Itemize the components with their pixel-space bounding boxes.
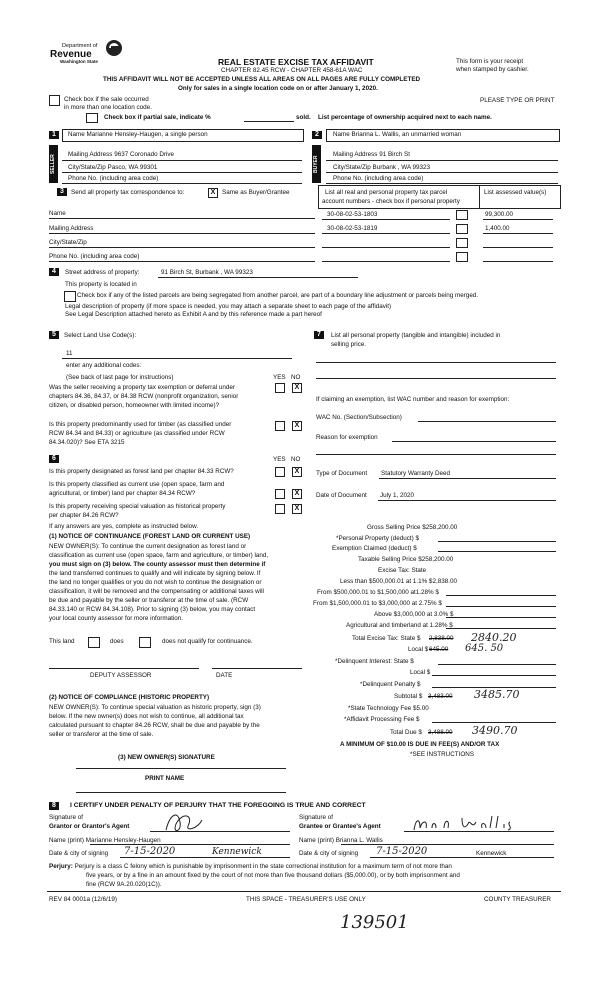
multi-location-checkbox[interactable] [49,95,60,106]
tech-fee-label [348,705,429,712]
new-owner-signature-title: (3) NEW OWNER(S) SIGNATURE [118,754,215,761]
notice-continuance-l5: the land no longer qualifies or you do not wish to continue the designation or [49,579,262,586]
doc-type-line [379,478,556,479]
notice-compliance-l4: seller or transferor at the time of sale. [49,731,154,738]
percentage-note: List percentage of ownership acquired next to each name. [318,114,492,121]
tax-row-excise-state: Excise Tax: State [378,567,427,574]
parcel-header1: List all real and personal property tax parcel [325,189,448,196]
exemption-reason-label: Reason for exemption [316,434,378,441]
local-label: Local $ [408,646,429,653]
agency-line1: Department of [62,43,98,49]
wac-label: WAC No. (Section/Subsection) [316,414,402,421]
agency-line3: Washington State [60,59,98,64]
tax-row-personal-label: *Personal Property (deduct) $ [336,535,419,542]
seller-mailing[interactable]: Mailing Address 9637 Coronado Drive [68,151,175,158]
section3-number: 3 [57,188,67,196]
land-use-code[interactable]: 11 [66,350,73,357]
tax-row-gross-value[interactable]: 258,200.00 [425,524,458,531]
deputy-assessor-line[interactable] [49,668,199,669]
notice-single-location: Only for sales in a single location code on or after January 1, 2020. [178,85,378,92]
print-name-line[interactable] [76,792,286,793]
buyer-divider1 [326,160,558,161]
segregated-label: Check box if any of the listed parcels are being segregated from another parcel, are part of a boundary line adjustment or parcels being merged. [77,292,479,299]
parcel-value-2[interactable]: 1,400.00 [485,225,510,232]
partial-sale-percent-line[interactable] [244,121,294,122]
exemption-reason-line[interactable] [392,441,556,442]
send-mailing-label: Mailing Address [49,225,94,232]
local-struck: 645.00 [429,646,449,653]
s6-q3-no-checkbox[interactable]: X [292,504,302,514]
assessor-date-label: DATE [216,672,233,679]
grantee-date-line [370,857,554,858]
additional-codes-label: enter any additional codes: [66,362,142,369]
value-header: List assessed value(s) [484,189,547,196]
perjury-text1: Perjury is a class C felony which is punishable by imprisonment in the state correctional institution for a maximum term of not more than [74,863,452,870]
grantor-sig-label1: Signature of [49,814,83,821]
form-subtitle: CHAPTER 82.45 RCW - CHAPTER 458-61A WAC [221,67,363,74]
notice-continuance-l3: you must sign on (3) below. The county assessor must then determine if [49,561,266,568]
receipt-note2: when stamped by cashier. [456,66,529,73]
same-as-buyer-checkbox[interactable]: X [208,188,218,198]
parcel-line-3[interactable] [322,247,450,248]
tax-row-exemption-label: Exemption Claimed (deduct) $ [332,545,417,552]
send-correspondence-label: Send all property tax correspondence to: [71,189,185,196]
exemption-note: If claiming an exemption, list WAC number and reason for exemption: [316,396,510,403]
notice-compliance-l2: below. If the new owner(s) does not wish to continue, all additional tax [49,713,244,720]
delinquent-interest-label: *Delinquent Interest: State $ [335,658,414,665]
receipt-note1: This form is your receipt [456,58,524,65]
notice-continuance-l6: classification, it will be removed and the compensating or additional taxes will [49,588,264,595]
subtotal-struck: 3,483.00 [428,693,453,700]
subtotal-handwritten[interactable]: 3485.70 [474,688,520,701]
same-as-buyer-label: Same as Buyer/Grantee [222,189,290,196]
doc-date[interactable]: July 1, 2020 [380,492,414,499]
grantor-signature [158,808,208,838]
s5-q1-line1: Was the seller receiving a property tax exemption or deferral under [49,384,235,391]
doc-date-line [378,500,556,501]
personal-property-checkbox-3[interactable] [456,238,468,248]
form-title: REAL ESTATE EXCISE TAX AFFIDAVIT [218,57,374,67]
seller-divider3 [62,183,302,184]
this-land-label: This land [49,638,75,645]
agency-line2: Revenue [50,49,92,60]
does-label: does [110,638,124,645]
subtotal-label: Subtotal $ [394,693,423,700]
section1-number: 1 [49,131,59,139]
street-label: Street address of property: [65,269,140,276]
s5-yes-header: YES [273,374,286,381]
total-excise-handwritten[interactable]: 2840.20 [471,631,517,644]
section4-number: 4 [49,268,59,276]
processing-fee-line[interactable] [432,722,556,723]
send-name-line[interactable] [49,218,315,219]
land-use-title: Select Land Use Code(s): [64,332,137,339]
s5-no-header: NO [291,374,301,381]
s6-q1: Is this property designated as forest land per chapter 84.33 RCW? [49,468,234,475]
tax-row-tier1-value[interactable]: 2,838.00 [432,578,457,585]
section2-number: 2 [312,131,322,139]
partial-sale-checkbox[interactable] [86,113,98,123]
perjury-line1 [49,863,452,870]
tax-row-taxable-label: Taxable Selling Price $ [358,556,422,563]
buyer-city[interactable]: City/State/Zip Burbank , WA 99323 [333,164,431,171]
receipt-number: 139501 [340,912,409,933]
s6-yes-header: YES [273,456,286,463]
tax-row-agri: Agricultural and timberland at 1.28% $ [346,622,453,629]
deputy-assessor-label: DEPUTY ASSESSOR [90,672,152,679]
tech-fee-value[interactable]: 5.00 [416,705,429,712]
tax-tier3-line[interactable] [446,606,556,607]
sold-label: sold. [296,114,311,121]
personal-property-title2: selling price. [331,341,366,348]
s6-q3-yes-checkbox[interactable] [275,504,285,514]
tax-row-tier4: Above $3,000,000 at 3.0% $ [374,611,454,618]
delinquent-interest-line[interactable] [438,664,556,665]
form-id: REV 84 0001a (12/6/19) [49,896,117,903]
grantee-name-line [341,844,554,845]
grantor-date-line [120,857,290,858]
value-line-3[interactable] [483,247,553,248]
s5-q2-no-checkbox[interactable]: X [292,421,302,431]
notice-continuance-l9: your local county assessor for more information. [49,615,184,622]
land-use-code-line [62,358,292,359]
grantee-signature [410,814,520,838]
grantee-date[interactable]: 7-15-2020 [376,846,428,857]
personal-property-checkbox-1[interactable] [456,210,468,220]
seller-name[interactable]: Name Marianne Hensley-Haugen, a single person [68,131,208,138]
tax-row-gross [367,524,457,531]
notice-continuance-l4: the land transferred continues to qualify and will indicate by signing below. If [49,570,261,577]
send-city-line[interactable] [49,247,315,248]
tax-row-taxable-value[interactable]: 258,200.00 [421,556,454,563]
segregated-checkbox[interactable] [64,291,76,302]
perjury-line2: five years, or by a fine in an amount fixed by the court of not more than five thousand dollars ($5,000.00), or by both imprisonment and [86,872,460,879]
tax-exemption-line[interactable] [438,551,556,552]
certify-statement: I CERTIFY UNDER PENALTY OF PERJURY THAT THE FOREGOING IS TRUE AND CORRECT [70,802,366,809]
grantee-sig-label1: Signature of [299,814,333,821]
personal-property-checkbox-2[interactable] [456,224,468,234]
personal-property-line2[interactable] [316,378,556,379]
grantee-sig-label2: Grantee or Grantee's Agent [299,823,381,830]
notice-continuance-l8: 84.33.140 or RCW 84.34.108). Prior to signing (3) below, you may contact [49,606,256,613]
parcel-line-4[interactable] [322,261,450,262]
s6-if-yes: If any answers are yes, complete as instructed below. [49,523,199,530]
notice-continuance-l1: NEW OWNER(S): To continue the current designation as forest land or [49,543,247,550]
doc-type[interactable]: Statutory Warranty Deed [381,470,451,477]
personal-property-title1: List all personal property (tangible and intangible) included in [331,332,501,339]
grantee-date-label: Date & city of signing [299,850,359,857]
parcel-line-2 [322,233,450,234]
notice-continuance-title: (1) NOTICE OF CONTINUANCE (FOREST LAND OR CURRENT USE) [49,533,251,540]
tax-tier4-line[interactable] [446,617,556,618]
personal-property-checkbox-4[interactable] [456,252,468,262]
grantor-date[interactable]: 7-15-2020 [124,846,176,857]
tax-row-personal [336,535,419,542]
s5-q2-yes-checkbox[interactable] [275,421,285,431]
exemption-reason-line2[interactable] [316,454,556,455]
print-note: PLEASE TYPE OR PRINT [480,97,555,104]
notice-compliance-title: (2) NOTICE OF COMPLIANCE (HISTORIC PROPERTY) [49,694,210,701]
located-label: This property is located in [65,281,137,288]
parcel-number-2[interactable]: 30-08-02-53-1819 [327,225,378,232]
send-phone-line[interactable] [49,261,315,262]
parcel-value-1[interactable]: 99,300.00 [485,211,514,218]
street-address[interactable]: 91 Birch St, Burbank , WA 99323 [161,269,253,276]
multi-location-label1: Check box if the sale occurred [64,96,149,103]
tax-row-tier1 [340,578,457,585]
total-due-label: Total Due $ [390,729,422,736]
notice-incomplete: THIS AFFIDAVIT WILL NOT BE ACCEPTED UNLESS ALL AREAS ON ALL PAGES ARE FULLY COMPLETED [103,76,421,83]
notice-compliance-l1: NEW OWNER(S): To continue special valuation as historic property, sign (3) [49,704,261,711]
local-handwritten[interactable]: 645. 50 [465,643,504,654]
delinquent-penalty-label: *Delinquent Penalty $ [360,681,421,688]
seller-city[interactable]: City/State/Zip Pasco, WA 99301 [68,164,158,171]
perjury-line3: fine (RCW 9A.20.020(1C)). [86,881,162,888]
footer-divider [47,891,561,892]
new-owner-signature-line[interactable] [76,768,286,769]
grantor-name[interactable]: Name (print) Marianne Hensley-Haugen [49,837,161,844]
value-line-1 [483,219,553,220]
see-instructions: *SEE INSTRUCTIONS [410,751,475,758]
minimum-due-note: A MINIMUM OF $10.00 IS DUE IN FEE(S) AND/OR TAX [340,741,500,748]
doc-type-label: Type of Document [316,470,368,477]
grantor-date-label: Date & city of signing [49,850,109,857]
send-name-label: Name [49,210,66,217]
tax-row-gross-label: Gross Selling Price $ [367,524,426,531]
buyer-divider2 [326,172,558,173]
value-line-2 [483,233,553,234]
grantor-name-line [90,844,290,845]
s5-q1-yes-checkbox[interactable] [275,383,285,393]
see-back-note: (See back of last page for instructions) [66,374,174,381]
s6-q2-no-checkbox[interactable]: X [292,489,302,499]
grantee-name[interactable]: Name (print) Brianna L. Wallis [299,837,383,844]
buyer-grantee-label: BUYER GRANTEE [312,145,321,183]
section7-number: 7 [314,331,324,339]
s6-q1-no-checkbox[interactable]: X [292,467,302,477]
tax-agri-line[interactable] [446,628,556,629]
assessor-date-line[interactable] [212,668,302,669]
tax-row-exemption [332,545,417,552]
buyer-phone[interactable]: Phone No. (including area code) [333,175,424,182]
tech-fee-label-text: *State Technology Fee $ [348,705,417,712]
s5-q1-no-checkbox[interactable]: X [292,383,302,393]
s5-q2-line2: RCW 84.34 and 84.33) or agriculture (as classified under RCW [49,430,225,437]
seller-phone[interactable]: Phone No. (including area code) [68,175,159,182]
tax-row-taxable [358,556,453,563]
tax-personal-line[interactable] [438,541,556,542]
does-not-qualify-checkbox[interactable] [139,637,151,648]
doc-date-label: Date of Document [316,492,367,499]
parcel-number-1[interactable]: 30-08-02-53-1803 [327,211,378,218]
total-due-struck: 3,488.00 [428,729,453,736]
seller-divider1 [62,160,302,161]
treasurer-space: THIS SPACE - TREASURER'S USE ONLY [246,896,366,903]
notice-continuance-l2: classification as current use (open space, farm and agriculture, or timber) land, [49,552,269,559]
local2-line[interactable] [432,675,556,676]
legal-description[interactable]: See Legal Description attached hereto as Exhibit A and by this reference made a part hereof [65,311,322,318]
s5-q1-line3: citizen, or disabled person, homeowner with limited income)? [49,402,220,409]
tax-tier2-line[interactable] [446,595,556,596]
section6-number: 6 [49,455,59,463]
seller-divider2 [62,172,302,173]
section8-number: 8 [49,802,59,810]
parcel-header2: account numbers - check box if personal property [322,198,460,205]
print-name-label: PRINT NAME [145,775,185,782]
send-phone-label: Phone No. (including area code) [49,253,140,260]
does-qualify-checkbox[interactable] [88,637,100,648]
grantee-city[interactable]: Kennewick [476,850,507,857]
grantor-city[interactable]: Kennewick [212,847,262,857]
does-not-label: does not qualify for continuance. [162,638,253,645]
value-line-4[interactable] [483,261,553,262]
notice-continuance-l7: be due and payable by the seller or transferor at the time of sale. (RCW [49,597,249,604]
personal-property-line1[interactable] [316,362,556,363]
s5-q2-line1: Is this property predominantly used for timber (as classified under [49,421,232,428]
s5-q2-line3: 84.34.020)? See ETA 3215 [49,439,125,446]
notice-compliance-l3: calculated pursuant to chapter 84.26 RCW, shall be due and payable by the [49,722,260,729]
seller-grantor-label: SELLER GRANTOR [49,145,58,183]
s6-q2-line1: Is this property classified as current use (open space, farm and [49,481,225,488]
send-city-label: City/State/Zip [49,239,87,246]
s6-q1-yes-checkbox[interactable] [275,467,285,477]
local2-label: Local $ [410,669,431,676]
tax-row-tier1-label: Less than $500,000.01 at 1.1% $ [340,578,433,585]
county-treasurer: COUNTY TREASURER [484,896,551,903]
grantee-signature-icon [410,814,520,834]
s6-no-header: NO [291,456,301,463]
processing-fee-label: *Affidavit Processing Fee $ [344,716,420,723]
wac-line[interactable] [418,421,556,422]
parcel-line-1 [322,219,450,220]
perjury-label: Perjury: [49,863,73,870]
s6-q3-line1: Is this property receiving special valuation as historical property [49,503,226,510]
s6-q2-line2: agricultural, or timber) land per chapter 84.34 RCW? [49,490,196,497]
buyer-name[interactable]: Name Brianna L. Wallis, an unmarried woman [333,131,462,138]
street-line [158,277,358,278]
section5-number: 5 [49,331,59,339]
buyer-mailing[interactable]: Mailing Address 91 Birch St [333,151,410,158]
s5-q1-line2: chapters 84.36, 84.37, or 84.38 RCW (nonprofit organization, senior [49,393,239,400]
partial-sale-label: Check box if partial sale, indicate % [104,114,211,121]
total-due-handwritten[interactable]: 3490.70 [472,724,518,737]
tax-row-tier2: From $500,000.01 to $1,500,000 at1.28% $ [317,589,439,596]
s6-q3-line2: per chapter 84.26 RCW? [49,512,119,519]
total-excise-struck: 2,838.00 [429,635,454,642]
s6-q2-yes-checkbox[interactable] [275,489,285,499]
buyer-divider3 [326,183,558,184]
tax-row-tier3: From $1,500,000.01 to $3,000,000 at 2.75% $ [313,600,442,607]
grantor-sig-label2: Grantor or Grantor's Agent [49,823,130,830]
multi-location-label2: in more than one location code. [64,104,152,111]
send-mailing-line[interactable] [49,233,315,234]
total-excise-label: Total Excise Tax: State $ [352,635,421,642]
legal-description-label: Legal description of property (if more space is needed, you may attach a separate sheet to each page of the affidavit) [65,303,392,310]
